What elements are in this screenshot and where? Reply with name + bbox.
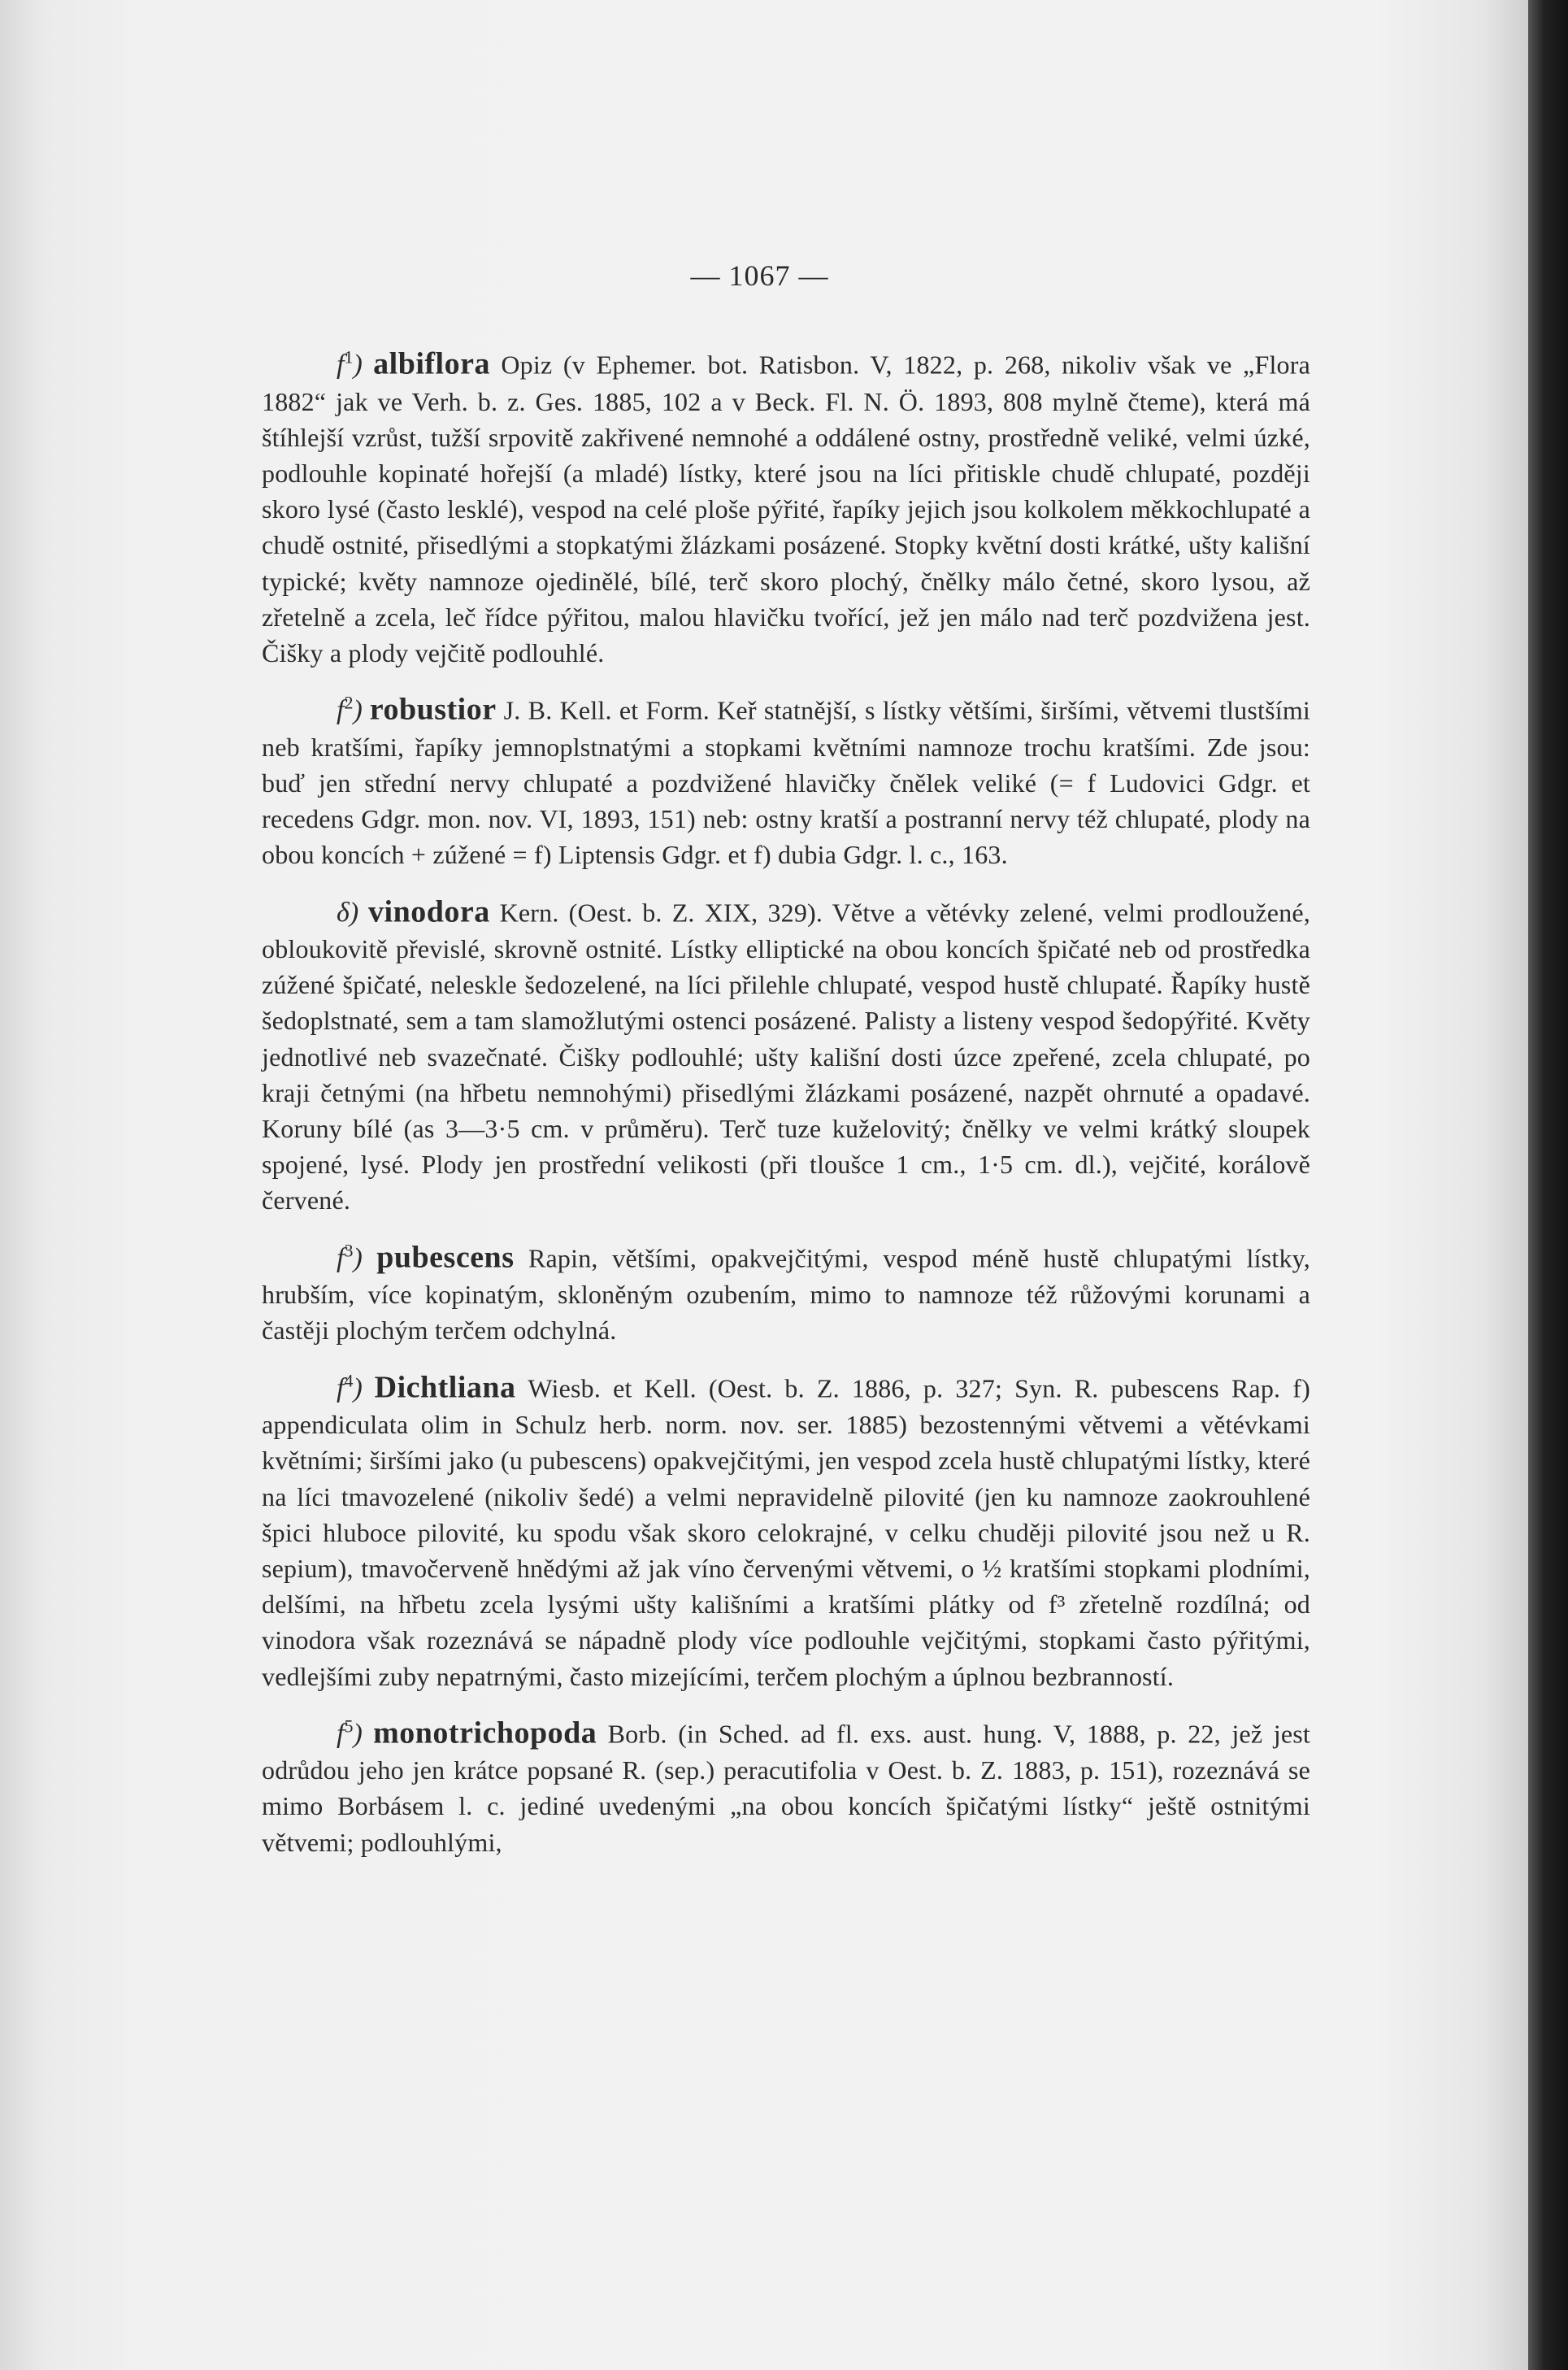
entry-name: monotrichopoda <box>373 1716 597 1750</box>
entry-albiflora <box>262 340 1310 671</box>
scan-dark-edge <box>1528 0 1568 2370</box>
entry-text: Wiesb. et Kell. (Oest. b. Z. 1886, p. 327; Syn. R. pubescens Rap. f) appendiculata olim in Schulz herb. norm. nov. ser. 1885) bezostennými větvemi a větévkami květními; širšími jako (u pubescens) opakvejčitými, jen vespod zcela hustě chlupatými lístky, které na líci tmavozelené (nikoliv šedé) a velmi nepravidelně pilovité (jen ku namnoze zaokrouhlené špici hluboce pilovité, ku spodu však skoro celokrajné, v celku chuději pilovité jsou než u R. sepium), tmavočerveně hnědými až jak víno červenými větvemi, o ½ kratšími stopkami plodními, delšími, na hřbetu zcela lysými ušty kališními a kratšími plátky od f³ zřetelně rozdílná; od vinodora však rozeznává se nápadně plody více podlouhle vejčitými, stopkami často pýřitými, vedlejšími zuby nepatrnými, často mizejícími, terčem plochým a úplnou bezbranností. <box>262 1372 1311 1691</box>
entry-name: pubescens <box>376 1239 515 1274</box>
entry-text: J. B. Kell. et Form. Keř statnější, s lístky většími, širšími, větvemi tlustšími neb kratšími, řapíky jemnoplstnatými a stopkami květními namnoze trochu kratšími. Zde jsou: buď jen střední nervy chlupaté a pozdvižené hlavičky čnělek veliké (= f Ludovici Gdgr. et recedens Gdgr. mon. nov. VI, 1893, 151) neb: ostny kratší a postranní nervy též chlupaté, plody na obou koncích + zúžené = f) Liptensis Gdgr. et f) dubia Gdgr. l. c., 163. <box>262 695 1311 870</box>
entry-vinodora <box>262 888 1310 1219</box>
entry-name: robustior <box>369 692 497 727</box>
entry-label: $f^5$) <box>337 1716 363 1750</box>
entry-label: $f^3$) <box>337 1240 363 1273</box>
entry-text: Kern. (Oest. b. Z. XIX, 329). Větve a větévky zelené, velmi prodloužené, obloukovitě převislé, skrovně ostnité. Lístky elliptické na obou koncích špičaté neb od prostředka zúžené špičaté, neleskle šedozelené, na líci přilehle chlupaté, vespod hustě chlupaté. Řapíky hustě šedoplstnaté, sem a tam slamožlutými ostenci posázené. Palisty a listeny vespod šedopýřité. Květy jednotlivé neb svazečnaté. Čišky podlouhlé; ušty kališní dosti úzce zpeřené, zcela chlupaté, po kraji četnými (na hřbetu nemnohými) přisedlými žlázkami posázené, nazpět ohrnuté a opadavé. Koruny bílé (as 3—3·5 cm. v průměru). Terč tuze kuželovitý; čnělky ve velmi krátký sloupek spojené, lysé. Plody jen prostřední velikosti (při tloušce 1 cm., 1·5 cm. dl.), vejčité, korálově červené. <box>262 897 1311 1215</box>
entry-pubescens <box>262 1233 1310 1349</box>
entry-monotrichopoda <box>262 1709 1310 1860</box>
entry-label: $f^2$) <box>337 693 363 726</box>
text-body <box>262 340 1310 1875</box>
page-number: — 1067 — <box>690 259 829 292</box>
entry-name: vinodora <box>368 894 490 928</box>
entry-text: Borb. (in Sched. ad fl. exs. aust. hung. V, 1888, p. 22, jež jest odrůdou jeho jen krátce popsané R. (sep.) peracutifolia v Oest. b. Z. 1883, p. 151), rozeznává se mimo Borbásem l. c. jediné uvedenými „na obou koncích špičatými lístky“ ještě ostnitými větvemi; podlouhlými, <box>262 1719 1311 1857</box>
entry-dichtliana <box>262 1363 1310 1694</box>
entry-label: δ) <box>337 897 359 928</box>
entry-name: albiflora <box>373 346 490 381</box>
entry-name: Dichtliana <box>374 1369 516 1404</box>
entry-label: $f^4$) <box>337 1370 363 1403</box>
entry-text: Opiz (v Ephemer. bot. Ratisbon. V, 1822, p. 268, nikoliv však ve „Flora 1882“ jak ve Verh. b. z. Ges. 1885, 102 a v Beck. Fl. N. Ö. 1893, 808 mylně čteme), která má štíhlejší vzrůst, tužší srpovitě zakřivené nemnohé a oddálené ostny, prostředně veliké, velmi úzké, podlouhle kopinaté hořejší (a mladé) lístky, které jsou na líci přitiskle chudě chlupaté, později skoro lysé (často lesklé), vespod na celé ploše pýřité, řapíky jejich jsou kolkolem měkkochlupaté a chudě ostnité, přisedlými a stopkatými žlázkami posázené. Stopky květní dosti krátké, ušty kališní typické; květy namnoze ojedinělé, bílé, terč skoro plochý, čnělky málo četné, skoro lysou, až zřetelně a zcela, leč řídce pýřitou, malou hlavičku tvořící, jež jen málo nad terč pozdvižena jest. Čišky a plody vejčitě podlouhlé. <box>262 350 1310 668</box>
entry-label: $f^1$) <box>337 347 363 381</box>
entry-robustior <box>262 685 1310 872</box>
entry-text: Rapin, většími, opakvejčitými, vespod méně hustě chlupatými lístky, hrubším, více kopinatým, skloněným ozubením, mimo to namnoze též růžovými korunami a častěji plochým terčem odchylná. <box>262 1242 1310 1346</box>
